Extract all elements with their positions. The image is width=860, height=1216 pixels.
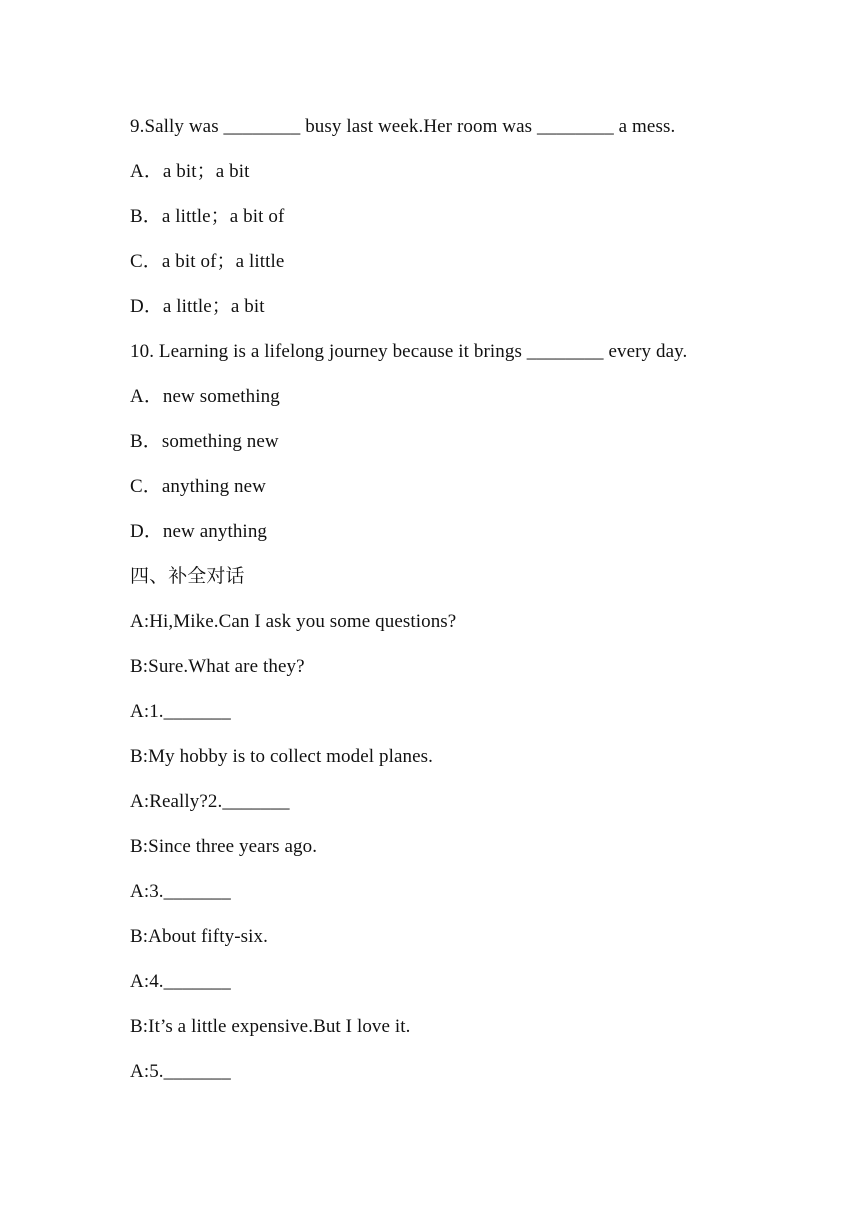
dialogue-line-4: B:My hobby is to collect model planes. (130, 746, 434, 767)
dialogue-line-7: A:3._______ (130, 881, 231, 902)
dialogue-line-1: A:Hi,Mike.Can I ask you some questions? (130, 611, 457, 632)
question-10-option-b: B．something new (130, 431, 279, 452)
dialogue-line-5: A:Really?2._______ (130, 791, 290, 812)
question-9-option-a: A．a bit；a bit (130, 161, 250, 182)
question-9-stem: 9.Sally was ________ busy last week.Her room was ________ a mess. (130, 116, 676, 137)
question-9-option-c: C．a bit of；a little (130, 251, 285, 272)
dialogue-line-6: B:Since three years ago. (130, 836, 318, 857)
question-9-option-d: D．a little；a bit (130, 296, 265, 317)
question-10-option-c: C．anything new (130, 476, 266, 497)
dialogue-line-3: A:1._______ (130, 701, 231, 722)
question-10-stem: 10. Learning is a lifelong journey because it brings ________ every day. (130, 341, 688, 362)
dialogue-line-2: B:Sure.What are they? (130, 656, 305, 677)
dialogue-line-10: B:It’s a little expensive.But I love it. (130, 1016, 411, 1037)
question-9-option-b: B．a little；a bit of (130, 206, 285, 227)
section-heading: 四、补全对话 (130, 566, 245, 587)
dialogue-line-8: B:About fifty-six. (130, 926, 268, 947)
question-10-option-d: D．new anything (130, 521, 268, 542)
dialogue-line-9: A:4._______ (130, 971, 231, 992)
question-10-option-a: A．new something (130, 386, 280, 407)
dialogue-line-11: A:5._______ (130, 1061, 231, 1082)
